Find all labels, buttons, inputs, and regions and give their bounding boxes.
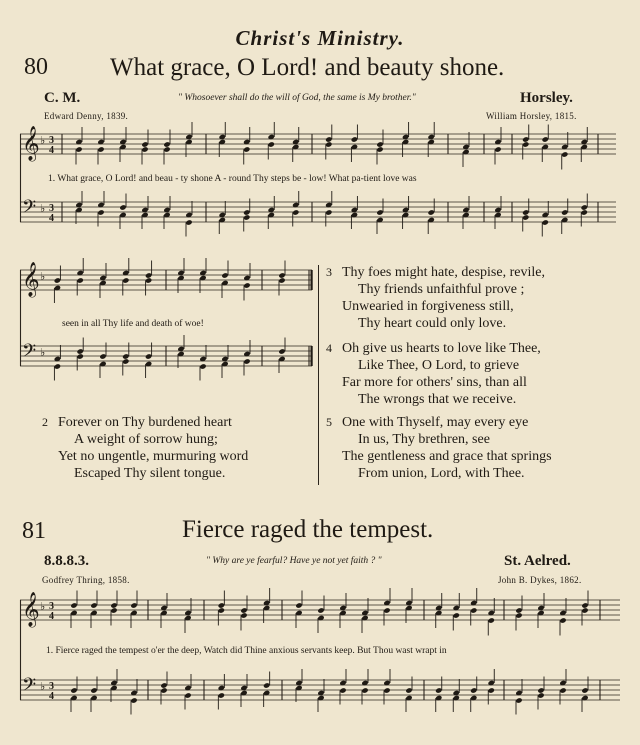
treble-clef-icon: 𝄞 (22, 592, 40, 627)
hymn-80-composer: William Horsley, 1815. (486, 111, 577, 121)
hymn-80-number: 80 (24, 54, 48, 80)
verse-number: 5 (326, 415, 332, 429)
hymn-80-tune: Horsley. (520, 90, 573, 106)
bass-clef-icon: 𝄢 (22, 675, 37, 700)
hymn-80-author: Edward Denny, 1839. (44, 111, 129, 121)
hymn-81-title: Fierce raged the tempest. (182, 516, 434, 543)
time-signature-bottom: 4 (49, 213, 54, 224)
hymn-81-lyrics-line-1: 1. Fierce raged the tempest o'er the deep, Watch did Thine anxious servants keep. But Thou wast wrapt in (46, 646, 447, 656)
verse-line: Far more for others' sins, than all (342, 375, 527, 390)
verse-line: Unwearied in forgiveness still, (342, 299, 514, 314)
flat-icon: ♭ (40, 270, 46, 283)
verse-line: A weight of sorrow hung; (74, 432, 218, 447)
time-signature-bottom: 4 (49, 691, 54, 702)
time-signature-bottom: 4 (49, 611, 54, 622)
hymn-81-meter: 8.8.8.3. (44, 553, 89, 569)
bass-clef-icon: 𝄢 (22, 197, 37, 222)
flat-icon: ♭ (40, 202, 46, 215)
hymn-81-tune: St. Aelred. (504, 553, 571, 569)
hymn-80-lyrics-line-2: seen in all Thy life and death of woe! (62, 319, 204, 329)
verse-line: Forever on Thy burdened heart (58, 415, 232, 430)
verse-line: Thy foes might hate, despise, revile, (342, 265, 545, 280)
time-signature-top: 3 (49, 681, 54, 692)
hymn-80-verse-2 (42, 414, 248, 482)
hymn-80-meter: C. M. (44, 90, 81, 106)
verse-line: Thy heart could only love. (358, 316, 507, 331)
verse-number: 3 (326, 265, 332, 279)
bass-clef-icon: 𝄢 (22, 341, 37, 366)
hymn-81-number: 81 (22, 518, 46, 544)
hymn-81-author: Godfrey Thring, 1858. (42, 575, 130, 585)
verse-line: Like Thee, O Lord, to grieve (358, 358, 520, 373)
flat-icon: ♭ (40, 134, 46, 147)
verse-line: Oh give us hearts to love like Thee, (342, 341, 541, 356)
verse-line: One with Thyself, may every eye (342, 415, 529, 430)
treble-clef-icon: 𝄞 (22, 126, 40, 161)
column-divider (318, 265, 319, 485)
final-barline-thick (311, 346, 313, 366)
flat-icon: ♭ (40, 346, 46, 359)
hymn-81-quote: " Why are ye fearful? Have ye not yet faith ? " (206, 556, 382, 566)
hymn-80-verse-3 (326, 264, 545, 332)
hymn-81-score-system (20, 588, 620, 738)
time-signature-bottom: 4 (49, 145, 54, 156)
hymn-81-composer: John B. Dykes, 1862. (498, 575, 582, 585)
hymn-80-lyrics-line-1: 1. What grace, O Lord! and beau - ty shone A - round Thy steps be - low! What pa-tient love was (48, 174, 417, 184)
hymn-80-verse-5 (326, 414, 552, 482)
verse-line: Thy friends unfaithful prove ; (358, 282, 525, 297)
verse-number: 2 (42, 415, 48, 429)
section-title: Christ's Ministry. (235, 26, 405, 50)
verse-line: The wrongs that we receive. (358, 392, 517, 407)
hymn-80-title: What grace, O Lord! and beauty shone. (110, 54, 505, 81)
time-signature-top: 3 (49, 601, 54, 612)
flat-icon: ♭ (40, 600, 46, 613)
flat-icon: ♭ (40, 680, 46, 693)
hymn-80-quote: " Whosoever shall do the will of God, the same is My brother." (178, 93, 416, 103)
treble-clef-icon: 𝄞 (22, 262, 40, 297)
verse-number: 4 (326, 341, 332, 355)
verse-line: Escaped Thy silent tongue. (74, 466, 226, 481)
final-barline-thick (311, 270, 313, 290)
verse-line: In us, Thy brethren, see (358, 432, 490, 447)
verse-line: From union, Lord, with Thee. (358, 466, 525, 481)
time-signature-top: 3 (49, 203, 54, 214)
time-signature-top: 3 (49, 135, 54, 146)
verse-line: Yet no ungentle, murmuring word (58, 449, 249, 464)
hymn-80-verse-4 (326, 340, 541, 408)
verse-line: The gentleness and grace that springs (342, 449, 552, 464)
